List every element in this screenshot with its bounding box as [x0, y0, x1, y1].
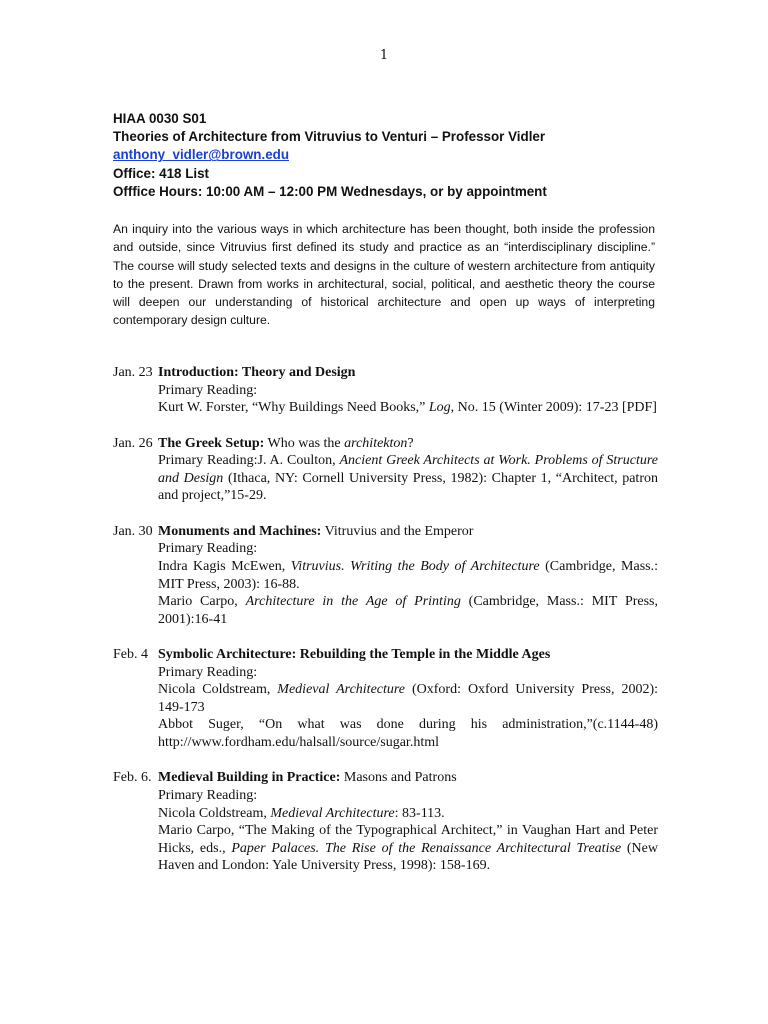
reading-citation	[158, 805, 658, 823]
session-item	[113, 769, 658, 875]
course-code: HIAA 0030 S01	[113, 111, 207, 126]
citation-text: Kurt W. Forster, “Why Buildings Need Books,”	[158, 400, 429, 416]
citation-details: (Ithaca, NY: Cornell University Press, 1982): Chapter 1, “Architect, patron and project,”15-29.	[158, 470, 658, 504]
citation-text: Mario Carpo, “The Making of the Typographical Architect,” in Vaughan Hart and Peter Hicks, eds.,	[158, 823, 658, 856]
reading-citation	[158, 558, 658, 593]
citation-details: (Cambridge, Mass.: MIT Press, 2003): 16-88.	[158, 558, 658, 592]
citation-title: Medieval Architecture	[277, 682, 406, 698]
citation-text: Mario Carpo,	[158, 594, 246, 610]
session-date: Jan. 30	[113, 523, 153, 539]
course-header	[113, 110, 658, 201]
reading-citation	[158, 593, 658, 628]
reading-label: Primary Reading:	[158, 453, 258, 469]
session-subtitle: Vitruvius and the Emperor	[321, 523, 474, 539]
session-date: Feb. 4	[113, 647, 148, 663]
citation-text: Abbot Suger, “On what was done during his administration,”(c.1144-48) http://www.fordham.edu/halsall/source/sugar.html	[158, 717, 658, 751]
email-link[interactable]: anthony_vidler@brown.edu	[113, 147, 289, 163]
schedule-list	[113, 364, 658, 893]
citation-title: Ancient Greek Architects at Work. Problems of Structure and Design	[158, 453, 658, 486]
citation-details: , No. 15 (Winter 2009): 17-23 [PDF]	[450, 400, 657, 416]
session-subtitle: Who was the	[264, 435, 345, 451]
citation-text: J. A. Coulton,	[257, 453, 340, 469]
citation-details: (Oxford: Oxford University Press, 2002): 149-173	[158, 682, 658, 715]
session-title: Monuments and Machines:	[158, 523, 322, 539]
session-date: Jan. 23	[113, 365, 153, 380]
office-hours: Offfice Hours: 10:00 AM – 12:00 PM Wednesdays, or by appointment	[113, 183, 547, 199]
citation-text: Nicola Coldstream,	[158, 682, 278, 698]
citation-title: Architecture in the Age of Printing	[245, 594, 461, 610]
course-title: Theories of Architecture from Vitruvius to Venturi – Professor Vidler	[113, 129, 546, 145]
reading-label: Primary Reading:	[158, 664, 258, 680]
page-number: 1	[379, 48, 389, 63]
session-item	[113, 646, 658, 752]
reading-citation	[158, 399, 658, 417]
citation-title: Log	[428, 400, 451, 416]
citation-details: (Cambridge, Mass.: MIT Press, 2001):16-41	[158, 594, 658, 627]
reading-citation	[158, 716, 658, 751]
citation-details: : 83-113.	[394, 805, 445, 821]
session-title: Introduction: Theory and Design	[158, 365, 356, 380]
session-heading	[158, 364, 658, 382]
session-item	[113, 364, 658, 417]
session-subtitle-end: ?	[407, 435, 414, 451]
session-title: Symbolic Architecture: Rebuilding the Temple in the Middle Ages	[158, 647, 551, 663]
session-date: Feb. 6.	[113, 770, 152, 786]
reading-label: Primary Reading:	[158, 541, 258, 557]
session-title: The Greek Setup:	[158, 435, 265, 451]
citation-text: Nicola Coldstream,	[158, 805, 271, 821]
reading-label: Primary Reading:	[158, 788, 258, 804]
session-title: Medieval Building in Practice:	[158, 770, 341, 786]
session-heading	[158, 769, 658, 787]
citation-title: Vitruvius. Writing the Body of Architecture	[290, 558, 540, 574]
session-heading	[158, 646, 658, 664]
session-item	[113, 435, 658, 505]
citation-details: (New Haven and London: Yale University Press, 1998): 158-169.	[158, 840, 658, 874]
citation-text: Indra Kagis McEwen,	[158, 558, 291, 574]
citation-title: Paper Palaces. The Rise of the Renaissance Architectural Treatise	[231, 840, 622, 856]
session-subtitle: Masons and Patrons	[340, 770, 457, 786]
session-subtitle-italic: architekton	[344, 435, 408, 451]
session-heading	[158, 523, 658, 541]
session-date: Jan. 26	[113, 435, 153, 451]
session-heading	[158, 435, 658, 453]
course-description: An inquiry into the various ways in which architecture has been thought, both inside the profession and outside, since Vitruvius first defined its study and practice as an “interdisciplinary discipline.” The course will study selected texts and designs in the culture of western architecture from antiquity to the present. Drawn from works in architectural, social, political, and aesthetic theory the course will deepen our understanding of historical architecture and open up ways of interpreting contemporary design culture.	[113, 222, 655, 328]
reading-citation	[158, 681, 658, 716]
reading-citation	[158, 822, 658, 875]
citation-title: Medieval Architecture	[270, 805, 395, 821]
session-item	[113, 523, 658, 629]
reading-label: Primary Reading:	[158, 382, 258, 398]
office-location: Office: 418 List	[113, 165, 209, 181]
reading-citation	[158, 452, 658, 505]
